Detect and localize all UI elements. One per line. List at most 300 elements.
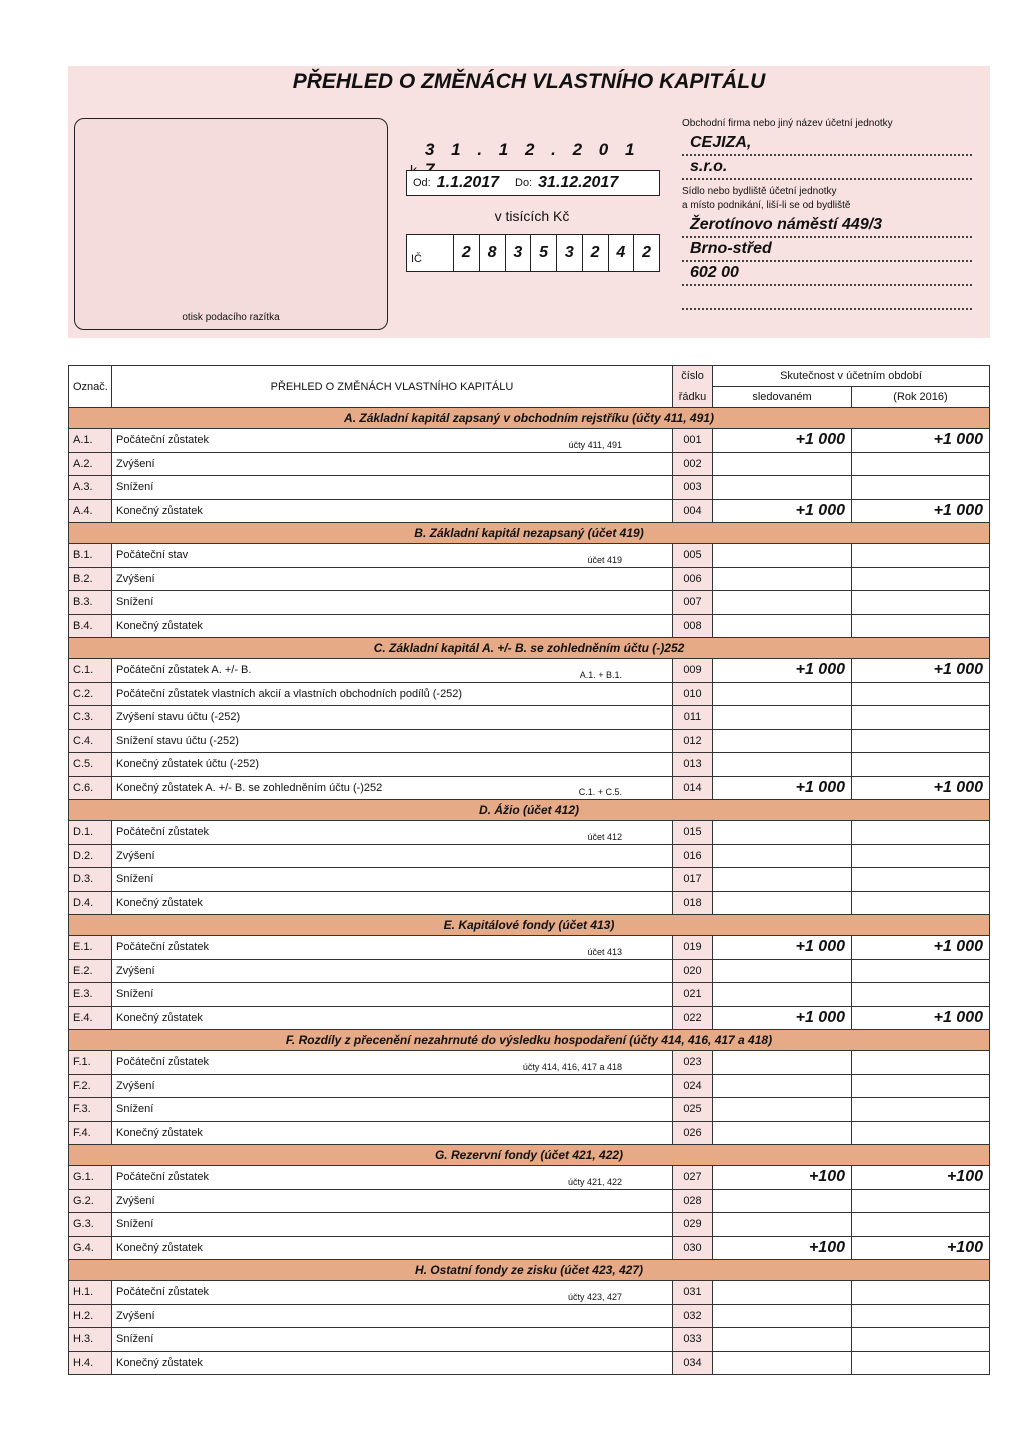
value-current bbox=[713, 983, 852, 1007]
table-row bbox=[69, 706, 990, 730]
value-previous bbox=[852, 1189, 990, 1213]
value-current: +100 bbox=[713, 1166, 852, 1190]
row-code: B.2. bbox=[69, 567, 112, 591]
ico-label: IČ bbox=[411, 253, 422, 265]
value-current bbox=[713, 1281, 852, 1305]
table-row bbox=[69, 1166, 990, 1190]
row-label: Konečný zůstatek bbox=[116, 896, 203, 909]
row-code: A.1. bbox=[69, 429, 112, 453]
row-label: Snížení bbox=[116, 1218, 154, 1231]
value-current bbox=[713, 1051, 852, 1075]
address-caption-2: a místo podnikání, liší-li se od bydliště bbox=[682, 200, 851, 211]
row-label: Počáteční zůstatek bbox=[116, 941, 209, 954]
row-label-cell bbox=[112, 983, 673, 1007]
table-row bbox=[69, 753, 990, 777]
row-number: 015 bbox=[673, 821, 713, 845]
row-label-cell bbox=[112, 499, 673, 523]
row-label-cell bbox=[112, 476, 673, 500]
row-number: 030 bbox=[673, 1236, 713, 1260]
row-code: E.4. bbox=[69, 1006, 112, 1030]
value-previous bbox=[852, 614, 990, 638]
row-code: E.1. bbox=[69, 936, 112, 960]
value-current bbox=[713, 1121, 852, 1145]
row-label-cell bbox=[112, 706, 673, 730]
table-row bbox=[69, 1098, 990, 1122]
table-row bbox=[69, 1213, 990, 1237]
section-title: C. Základní kapitál A. +/- B. se zohledněním účtu (-)252 bbox=[69, 638, 990, 659]
value-previous: +1 000 bbox=[852, 499, 990, 523]
section-header bbox=[69, 523, 990, 544]
value-previous bbox=[852, 959, 990, 983]
table-row bbox=[69, 959, 990, 983]
value-previous bbox=[852, 1121, 990, 1145]
row-number: 016 bbox=[673, 844, 713, 868]
row-label: Zvýšení bbox=[116, 1309, 155, 1322]
row-code: F.3. bbox=[69, 1098, 112, 1122]
row-number: 001 bbox=[673, 429, 713, 453]
table-row bbox=[69, 544, 990, 568]
value-previous bbox=[852, 891, 990, 915]
value-previous bbox=[852, 729, 990, 753]
row-label-cell bbox=[112, 959, 673, 983]
value-current bbox=[713, 1304, 852, 1328]
address-line: Brno-střed bbox=[682, 238, 972, 262]
row-code: A.2. bbox=[69, 452, 112, 476]
row-label: Konečný zůstatek bbox=[116, 504, 203, 517]
row-label-cell bbox=[112, 591, 673, 615]
value-previous bbox=[852, 983, 990, 1007]
table-row bbox=[69, 729, 990, 753]
row-number: 021 bbox=[673, 983, 713, 1007]
ico-digit: 4 bbox=[608, 235, 634, 271]
value-previous: +1 000 bbox=[852, 776, 990, 800]
row-number: 017 bbox=[673, 868, 713, 892]
page-title: PŘEHLED O ZMĚNÁCH VLASTNÍHO KAPITÁLU bbox=[292, 70, 766, 93]
value-current bbox=[713, 452, 852, 476]
value-current bbox=[713, 1074, 852, 1098]
row-label-cell bbox=[112, 868, 673, 892]
value-current bbox=[713, 868, 852, 892]
row-label: Konečný zůstatek A. +/- B. se zohledněním účtu (-)252 bbox=[116, 781, 383, 794]
row-label: Zvýšení bbox=[116, 457, 155, 470]
value-current: +1 000 bbox=[713, 659, 852, 683]
row-accounts: C.1. + C.5. bbox=[578, 787, 622, 797]
row-number: 033 bbox=[673, 1328, 713, 1352]
firm-name-line: s.r.o. bbox=[682, 156, 972, 180]
value-previous bbox=[852, 682, 990, 706]
row-label-cell bbox=[112, 1074, 673, 1098]
row-label-cell bbox=[112, 1304, 673, 1328]
table-row bbox=[69, 1006, 990, 1030]
row-number: 008 bbox=[673, 614, 713, 638]
row-number: 022 bbox=[673, 1006, 713, 1030]
row-number: 026 bbox=[673, 1121, 713, 1145]
ico-digit: 3 bbox=[505, 235, 531, 271]
table-row bbox=[69, 1236, 990, 1260]
value-previous bbox=[852, 1074, 990, 1098]
row-number: 029 bbox=[673, 1213, 713, 1237]
table-body bbox=[69, 408, 990, 1375]
table-row bbox=[69, 936, 990, 960]
ico-digit: 5 bbox=[530, 235, 556, 271]
row-code: D.1. bbox=[69, 821, 112, 845]
row-number: 013 bbox=[673, 753, 713, 777]
row-code: C.4. bbox=[69, 729, 112, 753]
table-row bbox=[69, 499, 990, 523]
value-current bbox=[713, 1351, 852, 1375]
row-number: 019 bbox=[673, 936, 713, 960]
row-code: B.1. bbox=[69, 544, 112, 568]
row-number: 011 bbox=[673, 706, 713, 730]
row-label: Snížení bbox=[116, 988, 154, 1001]
row-code: D.2. bbox=[69, 844, 112, 868]
row-number: 034 bbox=[673, 1351, 713, 1375]
row-accounts: A.1. + B.1. bbox=[579, 669, 622, 680]
row-accounts: účet 413 bbox=[587, 946, 622, 957]
value-current: +1 000 bbox=[713, 499, 852, 523]
section-header bbox=[69, 1260, 990, 1281]
row-label: Snížení bbox=[116, 873, 154, 886]
value-current bbox=[713, 729, 852, 753]
row-accounts: účty 421, 422 bbox=[567, 1176, 622, 1187]
ico-digit: 2 bbox=[633, 235, 659, 271]
row-label-cell bbox=[112, 1328, 673, 1352]
table-row bbox=[69, 891, 990, 915]
row-label: Počáteční zůstatek bbox=[116, 434, 209, 447]
table-row bbox=[69, 776, 990, 800]
col-name: PŘEHLED O ZMĚNÁCH VLASTNÍHO KAPITÁLU bbox=[112, 366, 673, 408]
value-current bbox=[713, 844, 852, 868]
row-label-cell bbox=[112, 1051, 673, 1075]
row-label-cell bbox=[112, 567, 673, 591]
table-row bbox=[69, 1304, 990, 1328]
value-current: +1 000 bbox=[713, 429, 852, 453]
firm-info bbox=[682, 118, 972, 310]
row-label-cell bbox=[112, 891, 673, 915]
value-previous bbox=[852, 1304, 990, 1328]
row-code: C.3. bbox=[69, 706, 112, 730]
row-label-cell bbox=[112, 1189, 673, 1213]
row-number: 005 bbox=[673, 544, 713, 568]
table-row bbox=[69, 983, 990, 1007]
value-current bbox=[713, 1328, 852, 1352]
col-num-1: číslo bbox=[673, 366, 713, 387]
row-code: A.4. bbox=[69, 499, 112, 523]
row-label-cell bbox=[112, 776, 673, 800]
section-title: A. Základní kapitál zapsaný v obchodním rejstříku (účty 411, 491) bbox=[69, 408, 990, 429]
row-code: H.4. bbox=[69, 1351, 112, 1375]
ico-digit: 2 bbox=[582, 235, 608, 271]
value-previous bbox=[852, 544, 990, 568]
col-period: Skutečnost v účetním období bbox=[713, 366, 990, 387]
value-previous: +1 000 bbox=[852, 936, 990, 960]
row-label: Zvýšení bbox=[116, 1079, 155, 1092]
table-row bbox=[69, 1074, 990, 1098]
row-label-cell bbox=[112, 753, 673, 777]
row-label: Zvýšení bbox=[116, 849, 155, 862]
table-row bbox=[69, 1121, 990, 1145]
row-code: F.2. bbox=[69, 1074, 112, 1098]
value-current bbox=[713, 753, 852, 777]
value-previous: +1 000 bbox=[852, 659, 990, 683]
value-previous bbox=[852, 1213, 990, 1237]
row-label: Konečný zůstatek bbox=[116, 619, 203, 632]
section-header bbox=[69, 915, 990, 936]
row-label: Snížení bbox=[116, 1333, 154, 1346]
value-previous bbox=[852, 1351, 990, 1375]
row-number: 004 bbox=[673, 499, 713, 523]
table-row bbox=[69, 476, 990, 500]
table-row bbox=[69, 429, 990, 453]
row-label-cell bbox=[112, 659, 673, 683]
stamp-label: otisk podacího razítka bbox=[182, 312, 280, 323]
row-label: Snížení stavu účtu (-252) bbox=[116, 734, 239, 747]
value-current bbox=[713, 567, 852, 591]
row-label-cell bbox=[112, 1236, 673, 1260]
row-label-cell bbox=[112, 614, 673, 638]
row-number: 007 bbox=[673, 591, 713, 615]
row-label: Počáteční zůstatek bbox=[116, 1056, 209, 1069]
row-label-cell bbox=[112, 1281, 673, 1305]
row-code: A.3. bbox=[69, 476, 112, 500]
value-previous: +100 bbox=[852, 1236, 990, 1260]
section-header bbox=[69, 1145, 990, 1166]
row-code: D.4. bbox=[69, 891, 112, 915]
section-title: E. Kapitálové fondy (účet 413) bbox=[69, 915, 990, 936]
value-previous bbox=[852, 452, 990, 476]
row-number: 027 bbox=[673, 1166, 713, 1190]
value-previous bbox=[852, 753, 990, 777]
row-code: C.5. bbox=[69, 753, 112, 777]
row-number: 009 bbox=[673, 659, 713, 683]
value-previous bbox=[852, 844, 990, 868]
table-row bbox=[69, 614, 990, 638]
row-label: Počáteční zůstatek vlastních akcií a vlastních obchodních podílů (-252) bbox=[116, 687, 463, 700]
row-number: 002 bbox=[673, 452, 713, 476]
table-row bbox=[69, 1051, 990, 1075]
value-current: +1 000 bbox=[713, 776, 852, 800]
value-current bbox=[713, 1098, 852, 1122]
value-current bbox=[713, 706, 852, 730]
col-prev: (Rok 2016) bbox=[852, 387, 990, 408]
table-row bbox=[69, 844, 990, 868]
value-previous: +1 000 bbox=[852, 1006, 990, 1030]
row-number: 010 bbox=[673, 682, 713, 706]
row-code: C.1. bbox=[69, 659, 112, 683]
row-label-cell bbox=[112, 1121, 673, 1145]
table-row bbox=[69, 821, 990, 845]
row-label-cell bbox=[112, 1006, 673, 1030]
stamp-box bbox=[74, 118, 388, 330]
row-code: H.2. bbox=[69, 1304, 112, 1328]
row-number: 025 bbox=[673, 1098, 713, 1122]
row-code: G.2. bbox=[69, 1189, 112, 1213]
row-code: F.4. bbox=[69, 1121, 112, 1145]
ico-digit: 3 bbox=[556, 235, 582, 271]
equity-table bbox=[68, 365, 990, 1375]
row-number: 014 bbox=[673, 776, 713, 800]
row-label: Počáteční zůstatek A. +/- B. bbox=[116, 664, 252, 677]
row-label: Konečný zůstatek bbox=[116, 1241, 203, 1254]
section-title: F. Rozdíly z přecenění nezahrnuté do výsledku hospodaření (účty 414, 416, 417 a 418) bbox=[69, 1030, 990, 1051]
value-current bbox=[713, 891, 852, 915]
row-label: Snížení bbox=[116, 1103, 154, 1116]
period-from: 1.1.2017 bbox=[436, 174, 500, 191]
table-row bbox=[69, 452, 990, 476]
section-title: D. Ážio (účet 412) bbox=[69, 800, 990, 821]
row-label-cell bbox=[112, 544, 673, 568]
row-code: E.2. bbox=[69, 959, 112, 983]
value-previous: +100 bbox=[852, 1166, 990, 1190]
row-label-cell bbox=[112, 936, 673, 960]
row-accounts: účty 423, 427 bbox=[567, 1291, 622, 1302]
value-previous bbox=[852, 868, 990, 892]
firm-name-line: CEJIZA, bbox=[682, 132, 972, 156]
row-number: 020 bbox=[673, 959, 713, 983]
row-label-cell bbox=[112, 682, 673, 706]
row-code: F.1. bbox=[69, 1051, 112, 1075]
table-row bbox=[69, 1328, 990, 1352]
row-code: C.2. bbox=[69, 682, 112, 706]
row-number: 023 bbox=[673, 1051, 713, 1075]
row-label: Snížení bbox=[116, 481, 154, 494]
value-previous bbox=[852, 1098, 990, 1122]
col-current: sledovaném bbox=[713, 387, 852, 408]
row-number: 006 bbox=[673, 567, 713, 591]
row-accounts: účty 411, 491 bbox=[568, 439, 622, 450]
value-current: +100 bbox=[713, 1236, 852, 1260]
period-from-label: Od: bbox=[413, 177, 431, 189]
row-code: B.3. bbox=[69, 591, 112, 615]
row-accounts: účet 412 bbox=[587, 831, 622, 842]
value-previous bbox=[852, 1051, 990, 1075]
col-mark: Označ. bbox=[69, 366, 112, 408]
row-code: E.3. bbox=[69, 983, 112, 1007]
section-title: G. Rezervní fondy (účet 421, 422) bbox=[69, 1145, 990, 1166]
value-current bbox=[713, 476, 852, 500]
row-label-cell bbox=[112, 729, 673, 753]
value-previous bbox=[852, 1281, 990, 1305]
row-label: Zvýšení bbox=[116, 572, 155, 585]
row-accounts: účet 419 bbox=[587, 554, 622, 565]
value-current bbox=[713, 821, 852, 845]
value-current bbox=[713, 682, 852, 706]
section-header bbox=[69, 408, 990, 429]
table-row bbox=[69, 682, 990, 706]
row-code: G.1. bbox=[69, 1166, 112, 1190]
row-label-cell bbox=[112, 1213, 673, 1237]
section-header bbox=[69, 1030, 990, 1051]
row-label-cell bbox=[112, 844, 673, 868]
row-code: G.3. bbox=[69, 1213, 112, 1237]
firm-name-caption: Obchodní firma nebo jiný název účetní jednotky bbox=[682, 118, 893, 129]
row-code: B.4. bbox=[69, 614, 112, 638]
row-label: Počáteční zůstatek bbox=[116, 1171, 209, 1184]
value-current bbox=[713, 591, 852, 615]
value-current bbox=[713, 1213, 852, 1237]
table-row bbox=[69, 567, 990, 591]
value-previous bbox=[852, 567, 990, 591]
period-to: 31.12.2017 bbox=[538, 174, 619, 191]
table-row bbox=[69, 591, 990, 615]
value-previous bbox=[852, 821, 990, 845]
row-label: Konečný zůstatek bbox=[116, 1356, 203, 1369]
row-label: Zvýšení bbox=[116, 964, 155, 977]
row-code: D.3. bbox=[69, 868, 112, 892]
table-row bbox=[69, 1281, 990, 1305]
value-current: +1 000 bbox=[713, 936, 852, 960]
period-box bbox=[406, 170, 660, 196]
value-current bbox=[713, 544, 852, 568]
address-caption: Sídlo nebo bydliště účetní jednotky bbox=[682, 186, 837, 197]
value-current bbox=[713, 1189, 852, 1213]
value-previous bbox=[852, 591, 990, 615]
row-code: G.4. bbox=[69, 1236, 112, 1260]
row-number: 024 bbox=[673, 1074, 713, 1098]
address-empty-line bbox=[682, 286, 972, 310]
row-label-cell bbox=[112, 821, 673, 845]
ico-box bbox=[406, 234, 660, 272]
row-label-cell bbox=[112, 1351, 673, 1375]
date-value: 3 1 . 1 2 . 2 0 1 bbox=[417, 140, 655, 182]
row-label: Konečný zůstatek bbox=[116, 1011, 203, 1024]
value-previous bbox=[852, 706, 990, 730]
section-header bbox=[69, 638, 990, 659]
row-label-cell bbox=[112, 452, 673, 476]
address-line: Žerotínovo náměstí 449/3 bbox=[682, 214, 972, 238]
row-label: Zvýšení bbox=[116, 1194, 155, 1207]
period-to-label: Do: bbox=[515, 177, 533, 189]
address-line: 602 00 bbox=[682, 262, 972, 286]
row-code: H.1. bbox=[69, 1281, 112, 1305]
row-number: 018 bbox=[673, 891, 713, 915]
row-label-cell bbox=[112, 1098, 673, 1122]
row-number: 032 bbox=[673, 1304, 713, 1328]
section-title: B. Základní kapitál nezapsaný (účet 419) bbox=[69, 523, 990, 544]
col-num-2: řádku bbox=[673, 387, 713, 408]
row-label: Snížení bbox=[116, 596, 154, 609]
row-label: Konečný zůstatek bbox=[116, 1126, 203, 1139]
table-row bbox=[69, 659, 990, 683]
row-number: 031 bbox=[673, 1281, 713, 1305]
row-number: 028 bbox=[673, 1189, 713, 1213]
ico-digit: 2 bbox=[453, 235, 479, 271]
row-accounts: účty 414, 416, 417 a 418 bbox=[522, 1061, 622, 1072]
section-header bbox=[69, 800, 990, 821]
table-row bbox=[69, 1189, 990, 1213]
value-previous: +1 000 bbox=[852, 429, 990, 453]
row-label-cell bbox=[112, 1166, 673, 1190]
row-label-cell bbox=[112, 429, 673, 453]
value-current: +1 000 bbox=[713, 1006, 852, 1030]
value-previous bbox=[852, 1328, 990, 1352]
section-title: H. Ostatní fondy ze zisku (účet 423, 427) bbox=[69, 1260, 990, 1281]
row-label: Konečný zůstatek účtu (-252) bbox=[116, 758, 260, 771]
row-number: 003 bbox=[673, 476, 713, 500]
row-label: Počáteční stav bbox=[116, 549, 189, 562]
table-row bbox=[69, 868, 990, 892]
value-current bbox=[713, 614, 852, 638]
value-previous bbox=[852, 476, 990, 500]
row-label: Počáteční zůstatek bbox=[116, 1286, 209, 1299]
table-row bbox=[69, 1351, 990, 1375]
row-code: H.3. bbox=[69, 1328, 112, 1352]
value-current bbox=[713, 959, 852, 983]
row-label: Zvýšení stavu účtu (-252) bbox=[116, 711, 241, 724]
ico-digit: 8 bbox=[479, 235, 505, 271]
row-number: 012 bbox=[673, 729, 713, 753]
units-label: v tisících Kč bbox=[494, 208, 570, 224]
